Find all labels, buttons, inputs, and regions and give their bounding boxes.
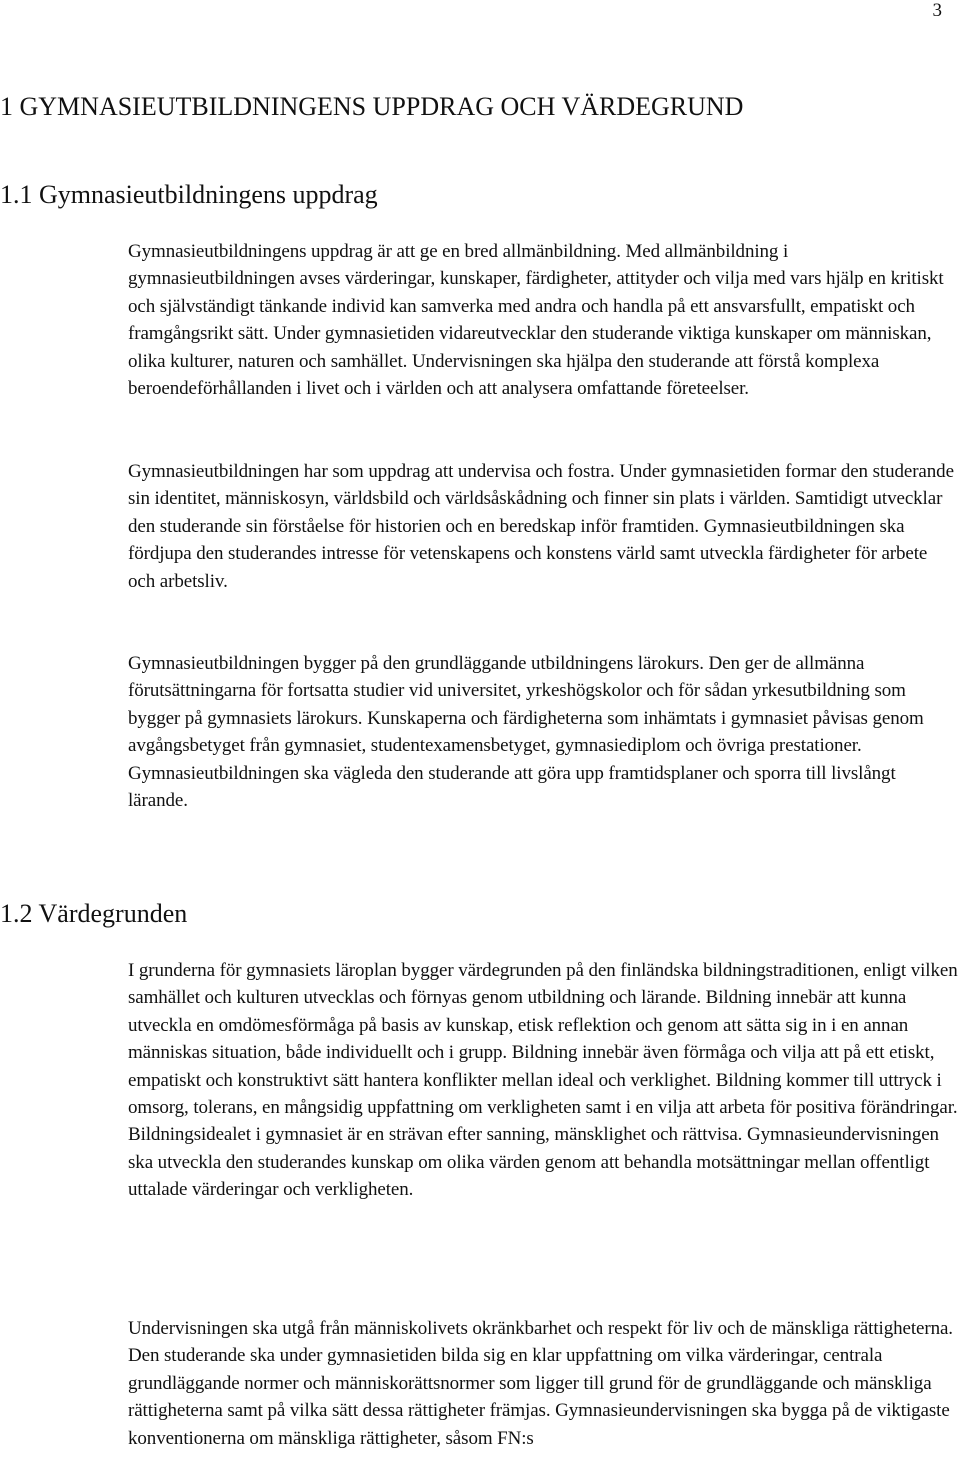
paragraph: Gymnasieutbildningen har som uppdrag att undervisa och fostra. Under gymnasietiden formar den studerande sin identitet, människosyn, världsbild och världsåskådning och finner sin plats i världen. Samtidigt utvecklar den studerande sin förståelse för historien och en beredskap inför framtiden. Gymnasieutbildningen ska fördjupa den studerandes intresse för vetenskapens och konstens värld samt utveckla färdigheter för arbete och arbetsliv. (128, 461, 954, 592)
paragraph: Undervisningen ska utgå från människolivets okränkbarhet och respekt för liv och de mänskliga rättigheterna. Den studerande ska under gymnasietiden bilda sig en klar uppfattning om vilka värderingar, centrala grundläggande normer och människorättsnormer som ligger till grund för de grundläggande och mänskliga rättigheterna samt på vilka sätt dessa rättigheter främjas. Gymnasieundervisningen ska bygga på de viktigaste konventionerna om mänskliga rättigheter, såsom FN:s (128, 1318, 953, 1449)
section-heading-1-1: 1.1 Gymnasieutbildningens uppdrag (0, 180, 378, 209)
section-heading-1-2: 1.2 Värdegrunden (0, 899, 188, 928)
page-number: 3 (932, 0, 942, 21)
paragraph: Gymnasieutbildningen bygger på den grundläggande utbildningens lärokurs. Den ger de allmänna förutsättningarna för fortsatta studier vid universitet, yrkeshögskolor och för sådan yrkesutbildning som bygger på gymnasiets lärokurs. Kunskaperna och färdigheterna som inhämtats i gymnasiet påvisas genom avgångsbetyget från gymnasiet, studentexamensbetyget, gymnasiediplom och övriga prestationer. Gymnasieutbildningen ska vägleda den studerande att göra upp framtidsplaner och sporra till livslångt lärande. (128, 653, 924, 812)
paragraph: I grunderna för gymnasiets läroplan bygger värdegrunden på den finländska bildningstraditionen, enligt vilken samhället och kulturen utvecklas och förnyas genom utbildning och lärande. Bildning innebär att kunna utveckla en omdömesförmåga på basis av kunskap, etisk reflektion och genom att sätta sig in i en annan människas situation, både individuellt och i grupp. Bildning innebär även förmåga och vilja att på ett etiskt, empatiskt och konstruktivt sätt hantera konflikter mellan ideal och verklighet. Bildning kommer till uttryck i omsorg, tolerans, en mångsidig uppfattning om verkligheten samt i en vilja att arbeta för positiva förändringar. Bildningsidealet i gymnasiet är en strävan efter sanning, mänsklighet och rättvisa. Gymnasieundervisningen ska utveckla den studerandes kunskap om olika värden genom att behandla motsättningar mellan offentligt uttalade värderingar och verkligheten. (128, 960, 958, 1201)
paragraph: Gymnasieutbildningens uppdrag är att ge en bred allmänbildning. Med allmänbildning i gymnasieutbildningen avses värderingar, kunskaper, färdigheter, attityder och vilja med vars hjälp en kritiskt och självständigt tänkande individ kan samverka med andra och handla på ett ansvarsfullt, empatiskt och framgångsrikt sätt. Under gymnasietiden vidareutvecklar den studerande viktiga kunskaper om människan, olika kulturer, naturen och samhället. Undervisningen ska hjälpa den studerande att förstå komplexa beroendeförhållanden i livet och i världen och att analysera omfattande företeelser. (128, 241, 944, 400)
chapter-heading: 1 GYMNASIEUTBILDNINGENS UPPDRAG OCH VÄRDEGRUND (0, 92, 744, 121)
